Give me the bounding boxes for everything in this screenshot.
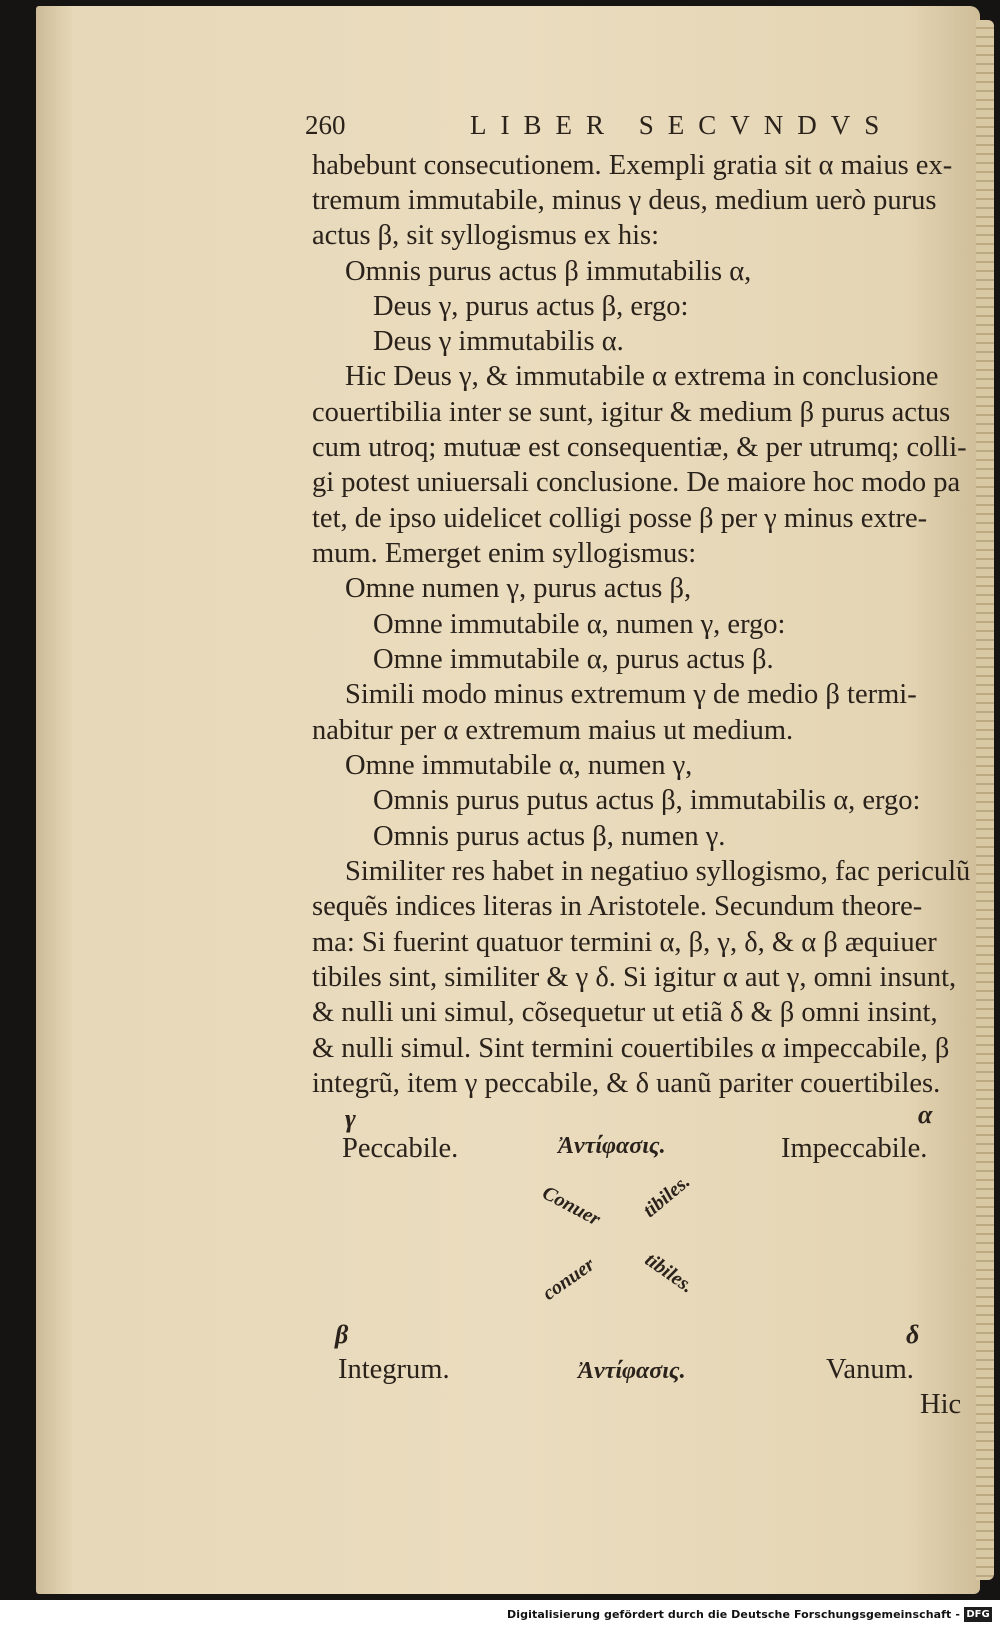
text-line: nabitur per α extremum maius ut medium. (312, 715, 794, 746)
text-line: habebunt consecutionem. Exempli gratia sit α maius ex- (312, 150, 953, 181)
text-line: & nulli simul. Sint termini couertibiles α impeccabile, β (312, 1033, 950, 1064)
figure-diagonal-label: conuer (538, 1253, 599, 1305)
footer-credit: Digitalisierung gefördert durch die Deutsche Forschungsgemeinschaft - (507, 1608, 960, 1621)
figure-letter-alpha: α (918, 1100, 933, 1129)
text-line: ma: Si fuerint quatuor termini α, β, γ, δ, & α β æquiuer (312, 927, 937, 958)
text-line: Deus γ, purus actus β, ergo: (373, 291, 689, 322)
page-number: 260 (305, 110, 346, 140)
page-edge (976, 20, 994, 1580)
figure-label-peccabile: Peccabile. (342, 1133, 459, 1164)
text-line: integrũ, item γ peccabile, & δ uanũ pariter couertibiles. (312, 1068, 941, 1099)
text-line: Omnis purus actus β immutabilis α, (345, 256, 752, 287)
text-line: tet, de ipso uidelicet colligi posse β per γ minus extre- (312, 503, 928, 534)
figure-diagonal-label: tibiles. (638, 1170, 695, 1222)
text-line: Omnis purus putus actus β, immutabilis α, ergo: (373, 785, 921, 816)
text-line: & nulli uni simul, cõsequetur ut etiã δ & β omni insint, (312, 997, 938, 1028)
text-line: Simili modo minus extremum γ de medio β termi- (345, 679, 917, 710)
text-line: Omne numen γ, purus actus β, (345, 573, 692, 604)
dfg-logo: DFG (964, 1607, 992, 1622)
footer-bar (0, 1600, 1000, 1629)
figure-diagonal-label: Conuer (538, 1181, 605, 1231)
text-line: sequẽs indices literas in Aristotele. Secundum theore- (312, 891, 923, 922)
text-line: tremum immutabile, minus γ deus, medium uerò purus (312, 185, 937, 216)
figure-label-vanum: Vanum. (826, 1354, 914, 1385)
text-line: cum utroq; mutuæ est consequentiæ, & per utrumq; colli- (312, 432, 967, 463)
figure-letter-delta: δ (906, 1320, 920, 1349)
figure-label-integrum: Integrum. (338, 1354, 450, 1385)
catchword: Hic (920, 1389, 962, 1420)
figure-antiphasis-bottom: Ἀντίφασις. (578, 1358, 686, 1384)
figure-letter-gamma: γ (345, 1104, 356, 1133)
text-line: Deus γ immutabilis α. (373, 326, 624, 357)
running-head: LIBER SECVNDVS (470, 110, 894, 140)
text-line: Omne immutabile α, purus actus β. (373, 644, 774, 675)
figure-label-impeccabile: Impeccabile. (781, 1133, 928, 1164)
text-line: couertibilia inter se sunt, igitur & medium β purus actus (312, 397, 951, 428)
text-line: gi potest uniuersali conclusione. De maiore hoc modo pa (312, 467, 961, 498)
figure-diagonal-label: tibiles. (640, 1248, 698, 1298)
text-line: Omne immutabile α, numen γ, ergo: (373, 609, 786, 640)
text-line: tibiles sint, similiter & γ δ. Si igitur α aut γ, omni insunt, (312, 962, 957, 993)
text-line: Omne immutabile α, numen γ, (345, 750, 693, 781)
figure-antiphasis-top: Ἀντίφασις. (558, 1133, 666, 1159)
text-line: mum. Emerget enim syllogismus: (312, 538, 697, 569)
text-line: Hic Deus γ, & immutabile α extrema in conclusione (345, 361, 939, 392)
text-line: actus β, sit syllogismus ex his: (312, 220, 660, 251)
figure-letter-beta: β (335, 1320, 349, 1349)
text-line: Similiter res habet in negatiuo syllogismo, fac periculũ (345, 856, 971, 887)
text-line: Omnis purus actus β, numen γ. (373, 821, 726, 852)
